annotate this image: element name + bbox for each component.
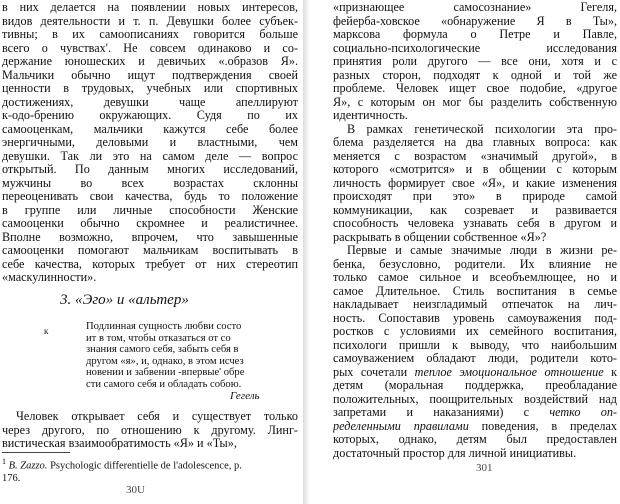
- text-line: положительных, поощрительных воздействий над: [333, 392, 617, 406]
- text-line: которого «смотрится» и в общении с которым: [333, 163, 617, 176]
- text-line: в группе или личные способности Женские: [2, 203, 298, 217]
- text-line: ценности в трудовых, учебных или спортивных: [2, 82, 298, 95]
- text-line: Вполне возможно, впрочем, что завышенные: [2, 230, 298, 244]
- footnote-author: B. Zazzo.: [8, 460, 48, 472]
- text-line: в них делается на появлении новых интересов,: [2, 1, 298, 14]
- text-fragment: поведения, в пределах: [481, 419, 617, 433]
- text-line: Первые и самые значимые люди в жизни ре-: [347, 244, 617, 257]
- right-page: [311, 0, 620, 504]
- text-line: происходят при это» в природе самой: [333, 190, 617, 203]
- footnote-divider: [2, 452, 70, 453]
- text-line: «маскулинности».: [2, 271, 97, 284]
- text-line: бенка, безусловно, родители. Их влияние не: [333, 257, 617, 271]
- left-body-text-continued: [2, 410, 298, 451]
- text-line: видов деятельности и т. п. Девушки более субъек-: [2, 14, 298, 28]
- emphasis-text: ределенными правилами: [333, 419, 469, 433]
- text-line: блема разделяется на два главных вопроса: как: [333, 136, 617, 149]
- text-line: девушки. Так ли это на самом деле — вопрос: [2, 149, 298, 163]
- text-line: самооценкам, мальчики кажутся себе более: [2, 122, 298, 136]
- text-line: ростков с условиями их семейного воспитания,: [333, 325, 617, 338]
- text-line: социально-психологические исследования: [333, 41, 617, 55]
- text-line: В рамках генетической психологии эта про-: [347, 122, 617, 136]
- left-body-text: [2, 1, 298, 285]
- footnote-line: [2, 456, 298, 473]
- epigraph-line: другом «я», и, однако, в этом исчез: [86, 355, 244, 367]
- epigraph-author: Гегель: [230, 390, 260, 402]
- text-line: открытый. По данным многих исследований,: [2, 163, 298, 176]
- text-line: фейерба-ховское «обнаружение Я в Ты»,: [333, 14, 617, 28]
- text-fragment: к: [611, 365, 617, 379]
- text-line: проблеме. Человек ищет свое подобие, «другое: [333, 82, 617, 95]
- text-line: способность человека узнавать себя в другом и: [333, 217, 617, 230]
- text-line: [333, 420, 617, 434]
- emphasis-text: четко оп-: [549, 406, 617, 419]
- text-line: марксова формула о Петре и Павле,: [333, 28, 617, 41]
- text-line: к-одо-брению окружающих. Судя по их: [2, 109, 298, 122]
- text-line: принятия роли другого — все они, хотя и с: [333, 55, 617, 68]
- page-number: 30U: [126, 484, 145, 496]
- text-line: себе качества, которых требует от них стереотип: [2, 257, 298, 271]
- text-line: самоуважением обладают люди, родители кото-: [333, 352, 617, 365]
- text-line: всего о чувствах'. Не совсем одинаково и со-: [2, 41, 298, 55]
- text-fragment: запретами и наказаниями) с: [333, 406, 530, 419]
- section-heading: 3. «Эго» и «альтер»: [60, 292, 189, 308]
- text-line: меняется с возрастом «значимый другой», в: [333, 149, 617, 163]
- text-line: достаточный простор для личной инициативы.: [333, 446, 577, 460]
- text-line: раскрывать в общении собственное «Я»?: [333, 230, 547, 244]
- left-page: [0, 0, 302, 504]
- text-line: «признающее самосознание» Гегеля,: [333, 1, 617, 14]
- page-number: 301: [476, 462, 493, 474]
- text-line: психологи пришли к выводу, что наибольшим: [333, 338, 617, 352]
- text-line: которых, однако, детям был предоставлен: [333, 433, 617, 446]
- text-line: самооценки помогают мальчикам воспитывать в: [2, 244, 298, 257]
- text-line: накладывает неизгладимый отпечаток на лич-: [333, 298, 617, 311]
- text-line: [333, 366, 617, 380]
- epigraph-line: сти самого себя и обладать собою.: [86, 378, 242, 390]
- text-line: самооценки обычно скромнее и реалистичнее.: [2, 217, 298, 230]
- text-line: идентичность.: [333, 109, 408, 122]
- text-line: Я», с которым он мог бы разделить собственную: [333, 95, 617, 109]
- text-line: тивны; в их самоописаниях говорится больше: [2, 28, 298, 41]
- footnote: [2, 456, 298, 485]
- footnote-text: Psychologic differentielle de l'adolescence, p.: [50, 460, 242, 472]
- text-line: только самое сильное и всеобъемлющее, но и: [333, 271, 617, 284]
- right-body-text: [333, 1, 617, 460]
- text-line: мужчины во всех возрастах склонны: [2, 176, 298, 190]
- emphasis-text: теплое эмоциональное отношение: [414, 365, 604, 379]
- text-line: Мальчики обычно ищут подтверждения своей: [2, 68, 298, 82]
- text-line: личность формирует свое «Я», и какие изменения: [333, 176, 617, 190]
- text-line: [333, 406, 617, 420]
- text-line: держание юношеских и девичьих «.образов Я».: [2, 55, 298, 68]
- footnote-line: 176.: [2, 472, 21, 484]
- text-line: вистическая взаимообратимость «Я» и «Ты»,: [2, 437, 237, 450]
- epigraph-line: Подлинная сущность любви состо: [86, 321, 242, 332]
- text-line: энергичными, деловыми и властными, чем: [2, 136, 298, 149]
- text-fragment: рых сочетали: [333, 365, 408, 379]
- text-line: разных сторон, подходят к одной и той же: [333, 68, 617, 82]
- epigraph: [86, 321, 266, 391]
- text-line: самое Длительное. Стиль воспитания в семье: [333, 284, 617, 298]
- epigraph-marker: к: [44, 326, 49, 336]
- text-line: переоценивать свои качества, будь то положение: [2, 190, 298, 203]
- text-line: ность. Сопоставив уровень самоуважения под-: [333, 311, 617, 325]
- text-line: детям (моральная поддержка, преобладание: [333, 379, 617, 392]
- epigraph-line: ит в том, чтобы отказаться от со: [86, 332, 231, 344]
- text-line: достижениях, девушки чаще апеллируют: [2, 95, 298, 109]
- text-line: Человек открывает себя и существует только: [16, 410, 298, 423]
- footnote-number: 1: [2, 457, 6, 466]
- text-line: через другого, по отношению к другому. Линг-: [2, 423, 298, 437]
- epigraph-line: новении и забвении -впервые' обре: [86, 367, 245, 379]
- text-line: коммуникации, как созревает и развивается: [333, 203, 617, 217]
- epigraph-line: знания самого себя, забыть себя в: [86, 344, 239, 356]
- book-gutter: [303, 0, 310, 504]
